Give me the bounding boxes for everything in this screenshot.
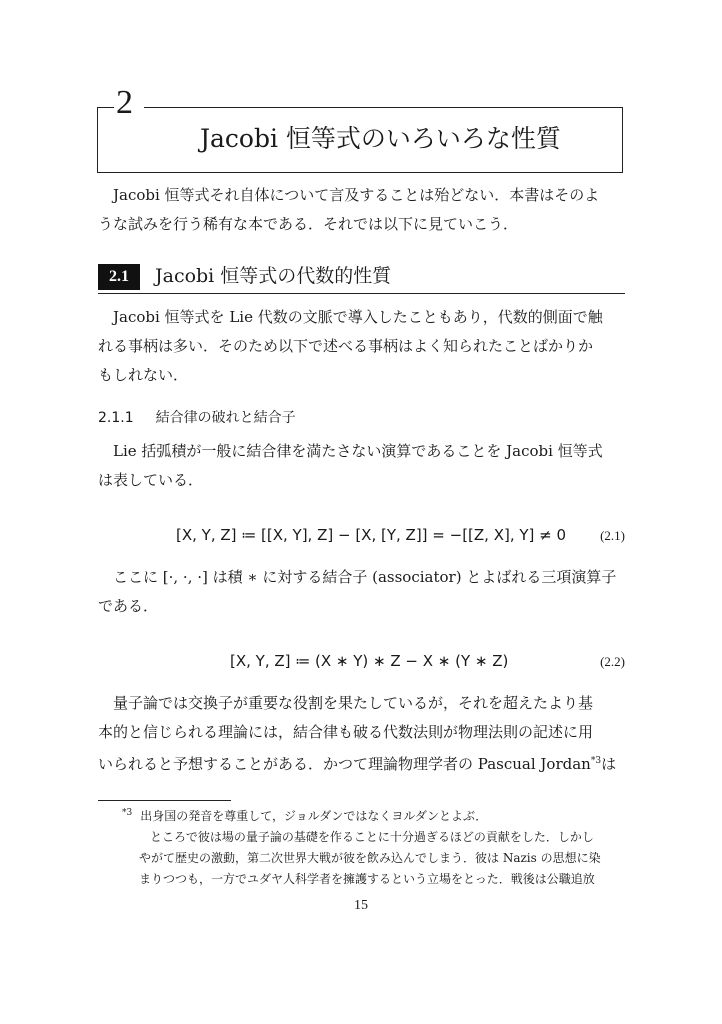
equation-label-2-1: (2.1) <box>600 528 625 543</box>
section-paragraph <box>98 303 625 390</box>
chapter-box-top-rule-right <box>144 107 623 108</box>
section-line: れる事柄は多い．そのため以下で述べる事柄はよく知られたことばかりか <box>98 337 594 355</box>
intro-line: Jacobi 恒等式それ自体について言及することは殆どない．本書はそのよ <box>113 186 600 204</box>
footnote-rule <box>98 800 231 801</box>
subsection-number: 2.1.1 <box>98 410 134 426</box>
equation-2-1: [X, Y, Z] ≔ [[X, Y], Z] − [X, [Y, Z]] = −[[Z, X], Y] ≠ 0 <box>176 526 567 544</box>
closing-line: いられると予想することがある．かつて理論物理学者の Pascual Jordan <box>98 755 591 773</box>
footnote-line: やがて歴史の激動，第二次世界大戦が彼を飲み込んでしまう．彼は Nazis の思想に染 <box>139 851 601 865</box>
footnote <box>98 803 625 890</box>
equation-label-2-2: (2.2) <box>600 654 625 669</box>
associator-line: ここに [·, ·, ·] は積 ∗ に対する結合子 (associator) とよばれる三項演算子 <box>113 568 617 586</box>
footnote-first-line: 出身国の発音を尊重して，ジョルダンではなくヨルダンとよぶ． <box>140 809 488 823</box>
subsection-heading <box>98 407 296 427</box>
intro-paragraph <box>98 181 625 239</box>
chapter-title: Jacobi 恒等式のいろいろな性質 <box>200 124 561 153</box>
intro-line: うな試みを行う稀有な本である．それでは以下に見ていこう． <box>98 215 519 233</box>
closing-paragraph <box>98 689 625 779</box>
footnote-line: ところで彼は場の量子論の基礎を作ることに十分過ぎるほどの貢献をした．しかし <box>150 830 594 844</box>
footnote-reference[interactable]: *3 <box>590 756 602 766</box>
closing-trail: は <box>601 755 617 773</box>
subsection-paragraph <box>98 437 625 495</box>
footnote-line: まりつつも，一方でユダヤ人科学者を擁護するという立場をとった．戦後は公職追放 <box>139 872 595 886</box>
associator-paragraph <box>98 563 625 621</box>
chapter-box-top-rule-left <box>97 107 114 108</box>
closing-line: 量子論では交換子が重要な役割を果たしているが，それを超えたより基 <box>113 694 594 712</box>
footnote-mark: *3 <box>122 808 133 818</box>
page-number: 15 <box>354 898 368 913</box>
section-line: もしれない． <box>98 366 189 384</box>
closing-line: 本的と信じられる理論には，結合律も破る代数法則が物理法則の記述に用 <box>98 723 594 741</box>
chapter-number: 2 <box>116 84 133 121</box>
section-number: 2.1 <box>98 264 140 290</box>
subsection-title: 結合律の破れと結合子 <box>155 410 296 426</box>
equation-2-2: [X, Y, Z] ≔ (X ∗ Y) ∗ Z − X ∗ (Y ∗ Z) <box>230 652 509 670</box>
subsection-line: は表している． <box>98 471 204 489</box>
associator-line: である． <box>98 597 159 615</box>
subsection-line: Lie 括弧積が一般に結合律を満たさない演算であることを Jacobi 恒等式 <box>113 442 603 460</box>
section-line: Jacobi 恒等式を Lie 代数の文脈で導入したこともあり，代数的側面で触 <box>113 308 603 326</box>
section-title: Jacobi 恒等式の代数的性質 <box>155 265 392 287</box>
